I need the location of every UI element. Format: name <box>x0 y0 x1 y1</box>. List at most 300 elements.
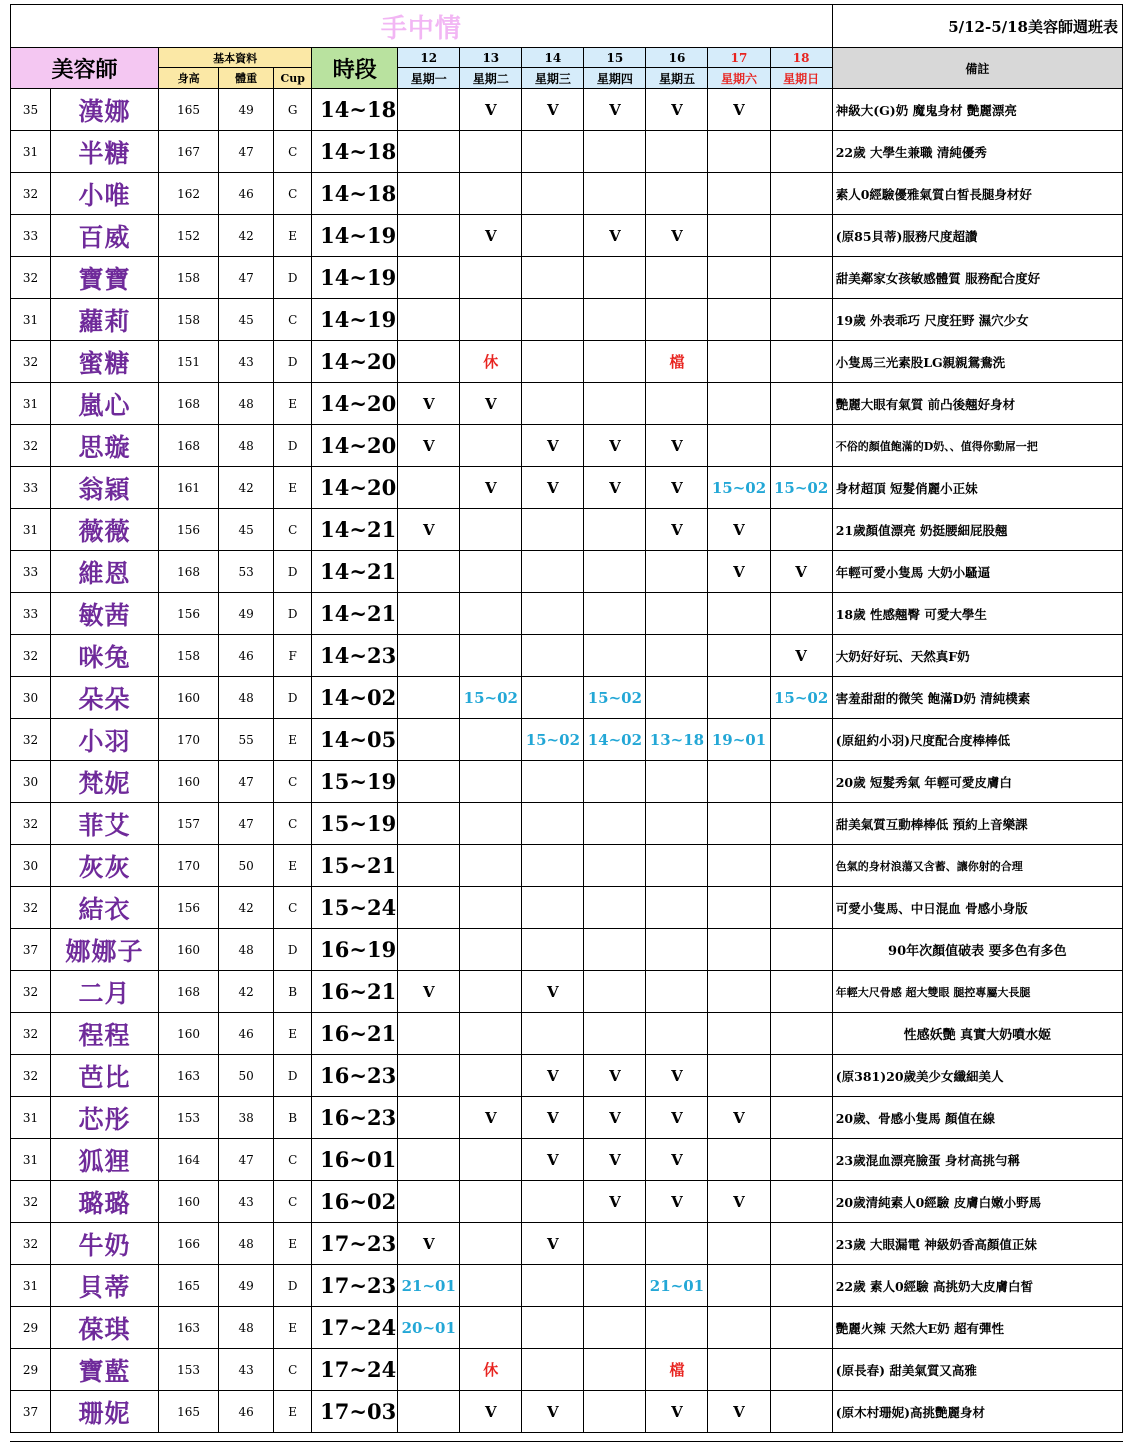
day-cell <box>522 1265 584 1307</box>
day-cell: V <box>584 89 646 131</box>
time-slot-cell: 17~23 <box>312 1265 398 1307</box>
height-cell: 160 <box>159 1181 219 1223</box>
weight-cell: 46 <box>219 173 274 215</box>
day-cell <box>398 215 460 257</box>
note-cell: (原長春) 甜美氣質又高雅 <box>832 1349 1122 1391</box>
time-slot-cell: 14~18 <box>312 173 398 215</box>
day-cell <box>398 1013 460 1055</box>
day-cell: V <box>584 215 646 257</box>
weight-cell: 47 <box>219 803 274 845</box>
day-cell <box>584 971 646 1013</box>
day-cell <box>584 887 646 929</box>
note-cell: 不俗的顏值飽滿的D奶、、值得你動屌一把 <box>832 425 1122 467</box>
day-cell: V <box>460 467 522 509</box>
height-cell: 168 <box>159 551 219 593</box>
day-cell <box>522 845 584 887</box>
beautician-name: 梵妮 <box>51 761 159 803</box>
day-cell <box>398 929 460 971</box>
time-slot-cell: 14~19 <box>312 215 398 257</box>
day-cell: V <box>708 89 770 131</box>
weight-cell: 47 <box>219 1139 274 1181</box>
age-cell: 32 <box>11 341 51 383</box>
cup-cell: E <box>274 1391 312 1433</box>
day-cell <box>460 257 522 299</box>
day-cell: V <box>398 971 460 1013</box>
day-cell <box>770 803 832 845</box>
day-cell: V <box>646 89 708 131</box>
height-cell: 165 <box>159 1391 219 1433</box>
day-cell: V <box>398 425 460 467</box>
day-cell: V <box>584 467 646 509</box>
day-cell <box>398 593 460 635</box>
day-cell <box>646 761 708 803</box>
cup-cell: C <box>274 1181 312 1223</box>
day-cell <box>398 89 460 131</box>
table-row <box>11 1055 1123 1097</box>
day-cell <box>770 173 832 215</box>
day-cell <box>708 257 770 299</box>
day-cell <box>708 593 770 635</box>
day-cell: V <box>522 1223 584 1265</box>
table-row <box>11 719 1123 761</box>
table-row <box>11 1307 1123 1349</box>
header-dow-tue: 星期二 <box>460 68 522 89</box>
day-cell <box>770 215 832 257</box>
day-cell <box>460 845 522 887</box>
table-bottom-edge <box>10 1441 1123 1442</box>
header-beautician: 美容師 <box>11 48 159 89</box>
day-cell: V <box>646 215 708 257</box>
height-cell: 157 <box>159 803 219 845</box>
weight-cell: 45 <box>219 509 274 551</box>
day-cell <box>522 677 584 719</box>
day-cell <box>646 1223 708 1265</box>
day-cell <box>398 467 460 509</box>
beautician-name: 百威 <box>51 215 159 257</box>
day-cell <box>708 929 770 971</box>
table-row <box>11 887 1123 929</box>
day-cell: 休 <box>460 341 522 383</box>
table-row <box>11 1139 1123 1181</box>
note-cell: 性感妖艷 真實大奶噴水姬 <box>832 1013 1122 1055</box>
day-cell: 21~01 <box>646 1265 708 1307</box>
day-cell: V <box>460 1097 522 1139</box>
day-cell <box>522 1307 584 1349</box>
day-cell: 檔 <box>646 1349 708 1391</box>
beautician-name: 蘿莉 <box>51 299 159 341</box>
day-cell <box>770 845 832 887</box>
beautician-name: 芯彤 <box>51 1097 159 1139</box>
day-cell: V <box>522 425 584 467</box>
age-cell: 33 <box>11 593 51 635</box>
cup-cell: D <box>274 1265 312 1307</box>
day-cell <box>460 509 522 551</box>
day-cell <box>770 593 832 635</box>
weight-cell: 42 <box>219 215 274 257</box>
weight-cell: 48 <box>219 1307 274 1349</box>
day-cell <box>460 131 522 173</box>
height-cell: 166 <box>159 1223 219 1265</box>
day-cell <box>708 1265 770 1307</box>
table-row <box>11 299 1123 341</box>
day-cell <box>646 1013 708 1055</box>
table-row <box>11 383 1123 425</box>
note-cell: 大奶好好玩、天然真F奶 <box>832 635 1122 677</box>
day-cell <box>708 1055 770 1097</box>
note-cell: 害羞甜甜的微笑 飽滿D奶 清純樸素 <box>832 677 1122 719</box>
day-cell <box>646 677 708 719</box>
note-cell: 甜美鄰家女孩敏感體質 服務配合度好 <box>832 257 1122 299</box>
day-cell <box>770 425 832 467</box>
cup-cell: C <box>274 803 312 845</box>
day-cell <box>460 929 522 971</box>
note-cell: 18歲 性感翹臀 可愛大學生 <box>832 593 1122 635</box>
day-cell <box>646 803 708 845</box>
height-cell: 151 <box>159 341 219 383</box>
day-cell <box>708 383 770 425</box>
beautician-name: 灰灰 <box>51 845 159 887</box>
day-cell <box>460 1013 522 1055</box>
day-cell <box>770 1097 832 1139</box>
day-cell: V <box>460 215 522 257</box>
cup-cell: D <box>274 425 312 467</box>
day-cell <box>770 1055 832 1097</box>
day-cell <box>460 803 522 845</box>
age-cell: 31 <box>11 1139 51 1181</box>
day-cell <box>708 1349 770 1391</box>
header-dow-wed: 星期三 <box>522 68 584 89</box>
day-cell <box>398 803 460 845</box>
cup-cell: C <box>274 1139 312 1181</box>
day-cell <box>460 635 522 677</box>
height-cell: 164 <box>159 1139 219 1181</box>
day-cell: V <box>584 1181 646 1223</box>
day-cell <box>646 257 708 299</box>
day-cell <box>708 341 770 383</box>
note-cell: 色氣的身材浪蕩又含蓄、讓你射的合理 <box>832 845 1122 887</box>
age-cell: 32 <box>11 803 51 845</box>
day-cell <box>770 89 832 131</box>
cup-cell: C <box>274 761 312 803</box>
day-cell: 14~02 <box>584 719 646 761</box>
day-cell <box>708 1013 770 1055</box>
weight-cell: 43 <box>219 1349 274 1391</box>
note-cell: 艷麗火辣 天然大E奶 超有彈性 <box>832 1307 1122 1349</box>
header-date-12: 12 <box>398 48 460 68</box>
note-cell: 年輕可愛小隻馬 大奶小騷逼 <box>832 551 1122 593</box>
day-cell <box>646 299 708 341</box>
header-date-14: 14 <box>522 48 584 68</box>
height-cell: 153 <box>159 1349 219 1391</box>
age-cell: 32 <box>11 719 51 761</box>
beautician-name: 小唯 <box>51 173 159 215</box>
table-row <box>11 1181 1123 1223</box>
age-cell: 30 <box>11 761 51 803</box>
note-cell: 23歲 大眼漏電 神級奶香高顏值正妹 <box>832 1223 1122 1265</box>
day-cell <box>398 1055 460 1097</box>
day-cell <box>708 677 770 719</box>
day-cell: V <box>708 509 770 551</box>
note-cell: (原381)20歲美少女纖細美人 <box>832 1055 1122 1097</box>
height-cell: 158 <box>159 257 219 299</box>
day-cell <box>398 1391 460 1433</box>
beautician-name: 薇薇 <box>51 509 159 551</box>
age-cell: 30 <box>11 845 51 887</box>
age-cell: 32 <box>11 1223 51 1265</box>
time-slot-cell: 14~20 <box>312 383 398 425</box>
table-row <box>11 1391 1123 1433</box>
day-cell <box>584 551 646 593</box>
day-cell <box>708 635 770 677</box>
time-slot-cell: 14~18 <box>312 89 398 131</box>
day-cell <box>770 131 832 173</box>
day-cell <box>708 887 770 929</box>
height-cell: 156 <box>159 593 219 635</box>
beautician-name: 娜娜子 <box>51 929 159 971</box>
day-cell <box>770 1391 832 1433</box>
weight-cell: 50 <box>219 845 274 887</box>
day-cell <box>460 971 522 1013</box>
day-cell <box>398 719 460 761</box>
day-cell <box>460 1265 522 1307</box>
day-cell: V <box>398 383 460 425</box>
beautician-name: 敏茜 <box>51 593 159 635</box>
header-cup: Cup <box>274 68 312 89</box>
day-cell <box>708 971 770 1013</box>
day-cell: 13~18 <box>646 719 708 761</box>
beautician-name: 翁穎 <box>51 467 159 509</box>
day-cell <box>708 803 770 845</box>
cup-cell: F <box>274 635 312 677</box>
day-cell <box>398 677 460 719</box>
note-cell: 20歲 短髮秀氣 年輕可愛皮膚白 <box>832 761 1122 803</box>
day-cell <box>398 341 460 383</box>
table-row <box>11 509 1123 551</box>
day-cell <box>646 131 708 173</box>
day-cell <box>460 1139 522 1181</box>
time-slot-cell: 14~19 <box>312 257 398 299</box>
weight-cell: 55 <box>219 719 274 761</box>
header-basic-info: 基本資料 <box>159 48 312 68</box>
day-cell <box>398 173 460 215</box>
day-cell <box>708 1307 770 1349</box>
day-cell: V <box>460 1391 522 1433</box>
day-cell: V <box>460 89 522 131</box>
day-cell <box>398 1349 460 1391</box>
table-row <box>11 1349 1123 1391</box>
age-cell: 32 <box>11 635 51 677</box>
day-cell <box>708 761 770 803</box>
time-slot-cell: 14~19 <box>312 299 398 341</box>
time-slot-cell: 16~21 <box>312 971 398 1013</box>
day-cell <box>646 593 708 635</box>
day-cell <box>522 761 584 803</box>
time-slot-cell: 14~18 <box>312 131 398 173</box>
day-cell <box>584 257 646 299</box>
note-cell: 神級大(G)奶 魔鬼身材 艷麗漂亮 <box>832 89 1122 131</box>
day-cell <box>460 173 522 215</box>
day-cell: 21~01 <box>398 1265 460 1307</box>
note-cell: (原紐約小羽)尺度配合度棒棒低 <box>832 719 1122 761</box>
day-cell <box>584 1349 646 1391</box>
header-date-15: 15 <box>584 48 646 68</box>
day-cell: V <box>708 1097 770 1139</box>
beautician-name: 朵朵 <box>51 677 159 719</box>
day-cell: 15~02 <box>460 677 522 719</box>
time-slot-cell: 15~21 <box>312 845 398 887</box>
age-cell: 32 <box>11 173 51 215</box>
table-row <box>11 845 1123 887</box>
height-cell: 160 <box>159 929 219 971</box>
cup-cell: B <box>274 1097 312 1139</box>
header-date-17: 17 <box>708 48 770 68</box>
beautician-name: 狐狸 <box>51 1139 159 1181</box>
cup-cell: E <box>274 215 312 257</box>
note-cell: 小隻馬三光素股LG親親鴛鴦洗 <box>832 341 1122 383</box>
age-cell: 29 <box>11 1349 51 1391</box>
time-slot-cell: 16~23 <box>312 1055 398 1097</box>
table-row <box>11 1097 1123 1139</box>
day-cell: 20~01 <box>398 1307 460 1349</box>
day-cell: V <box>522 467 584 509</box>
note-cell: 身材超頂 短髮俏麗小正妹 <box>832 467 1122 509</box>
weight-cell: 47 <box>219 761 274 803</box>
age-cell: 33 <box>11 551 51 593</box>
table-row <box>11 1265 1123 1307</box>
day-cell: V <box>770 635 832 677</box>
day-cell: V <box>708 551 770 593</box>
day-cell <box>770 971 832 1013</box>
day-cell <box>460 299 522 341</box>
cup-cell: E <box>274 845 312 887</box>
beautician-name: 寶寶 <box>51 257 159 299</box>
cup-cell: E <box>274 1223 312 1265</box>
table-row <box>11 257 1123 299</box>
weight-cell: 53 <box>219 551 274 593</box>
beautician-name: 二月 <box>51 971 159 1013</box>
age-cell: 32 <box>11 1181 51 1223</box>
day-cell <box>522 383 584 425</box>
day-cell: V <box>522 971 584 1013</box>
day-cell <box>460 425 522 467</box>
age-cell: 32 <box>11 971 51 1013</box>
header-weight: 體重 <box>219 68 274 89</box>
height-cell: 158 <box>159 635 219 677</box>
age-cell: 32 <box>11 1055 51 1097</box>
height-cell: 168 <box>159 425 219 467</box>
beautician-name: 菲艾 <box>51 803 159 845</box>
day-cell: 15~02 <box>584 677 646 719</box>
day-cell <box>584 929 646 971</box>
beautician-name: 璐璐 <box>51 1181 159 1223</box>
height-cell: 162 <box>159 173 219 215</box>
day-cell <box>708 1139 770 1181</box>
cup-cell: D <box>274 929 312 971</box>
weight-cell: 46 <box>219 1013 274 1055</box>
note-cell: 艷麗大眼有氣質 前凸後翹好身材 <box>832 383 1122 425</box>
table-row <box>11 131 1123 173</box>
day-cell <box>398 845 460 887</box>
day-cell <box>584 593 646 635</box>
age-cell: 32 <box>11 887 51 929</box>
time-slot-cell: 15~24 <box>312 887 398 929</box>
time-slot-cell: 14~23 <box>312 635 398 677</box>
day-cell <box>522 131 584 173</box>
day-cell <box>770 1307 832 1349</box>
height-cell: 163 <box>159 1307 219 1349</box>
age-cell: 31 <box>11 299 51 341</box>
day-cell <box>770 1013 832 1055</box>
header-dow-thu: 星期四 <box>584 68 646 89</box>
weight-cell: 47 <box>219 257 274 299</box>
time-slot-cell: 17~03 <box>312 1391 398 1433</box>
note-cell: 年輕大尺骨感 超大雙眼 腿控專屬大長腿 <box>832 971 1122 1013</box>
cup-cell: E <box>274 1307 312 1349</box>
age-cell: 32 <box>11 1013 51 1055</box>
day-cell: 15~02 <box>770 677 832 719</box>
cup-cell: C <box>274 131 312 173</box>
note-cell: (原85貝蒂)服務尺度超讚 <box>832 215 1122 257</box>
day-cell <box>770 1181 832 1223</box>
note-cell: 素人0經驗優雅氣質白皙長腿身材好 <box>832 173 1122 215</box>
height-cell: 167 <box>159 131 219 173</box>
height-cell: 160 <box>159 761 219 803</box>
day-cell <box>460 1055 522 1097</box>
day-cell: 休 <box>460 1349 522 1391</box>
day-cell <box>460 551 522 593</box>
day-cell <box>770 1139 832 1181</box>
day-cell <box>646 1307 708 1349</box>
day-cell: V <box>708 1391 770 1433</box>
time-slot-cell: 16~01 <box>312 1139 398 1181</box>
height-cell: 156 <box>159 887 219 929</box>
age-cell: 35 <box>11 89 51 131</box>
weight-cell: 43 <box>219 1181 274 1223</box>
day-cell <box>770 341 832 383</box>
beautician-name: 寶藍 <box>51 1349 159 1391</box>
note-cell: 甜美氣質互動棒棒低 預約上音樂課 <box>832 803 1122 845</box>
day-cell <box>584 131 646 173</box>
age-cell: 30 <box>11 677 51 719</box>
day-cell <box>460 761 522 803</box>
day-cell <box>522 593 584 635</box>
beautician-name: 嵐心 <box>51 383 159 425</box>
note-cell: 22歲 大學生兼職 清純優秀 <box>832 131 1122 173</box>
day-cell <box>398 551 460 593</box>
day-cell <box>584 845 646 887</box>
day-cell <box>770 1223 832 1265</box>
beautician-name: 結衣 <box>51 887 159 929</box>
day-cell <box>398 761 460 803</box>
beautician-name: 維恩 <box>51 551 159 593</box>
table-row <box>11 425 1123 467</box>
time-slot-cell: 14~20 <box>312 467 398 509</box>
cup-cell: D <box>274 551 312 593</box>
page-title: 手中情 <box>11 5 833 48</box>
cup-cell: B <box>274 971 312 1013</box>
day-cell: V <box>646 425 708 467</box>
day-cell: 19~01 <box>708 719 770 761</box>
note-cell: 20歲清純素人0經驗 皮膚白嫩小野馬 <box>832 1181 1122 1223</box>
time-slot-cell: 14~05 <box>312 719 398 761</box>
day-cell <box>522 887 584 929</box>
height-cell: 168 <box>159 383 219 425</box>
day-cell: V <box>770 551 832 593</box>
day-cell <box>770 509 832 551</box>
cup-cell: D <box>274 593 312 635</box>
time-slot-cell: 14~21 <box>312 593 398 635</box>
header-time-slot: 時段 <box>312 48 398 89</box>
